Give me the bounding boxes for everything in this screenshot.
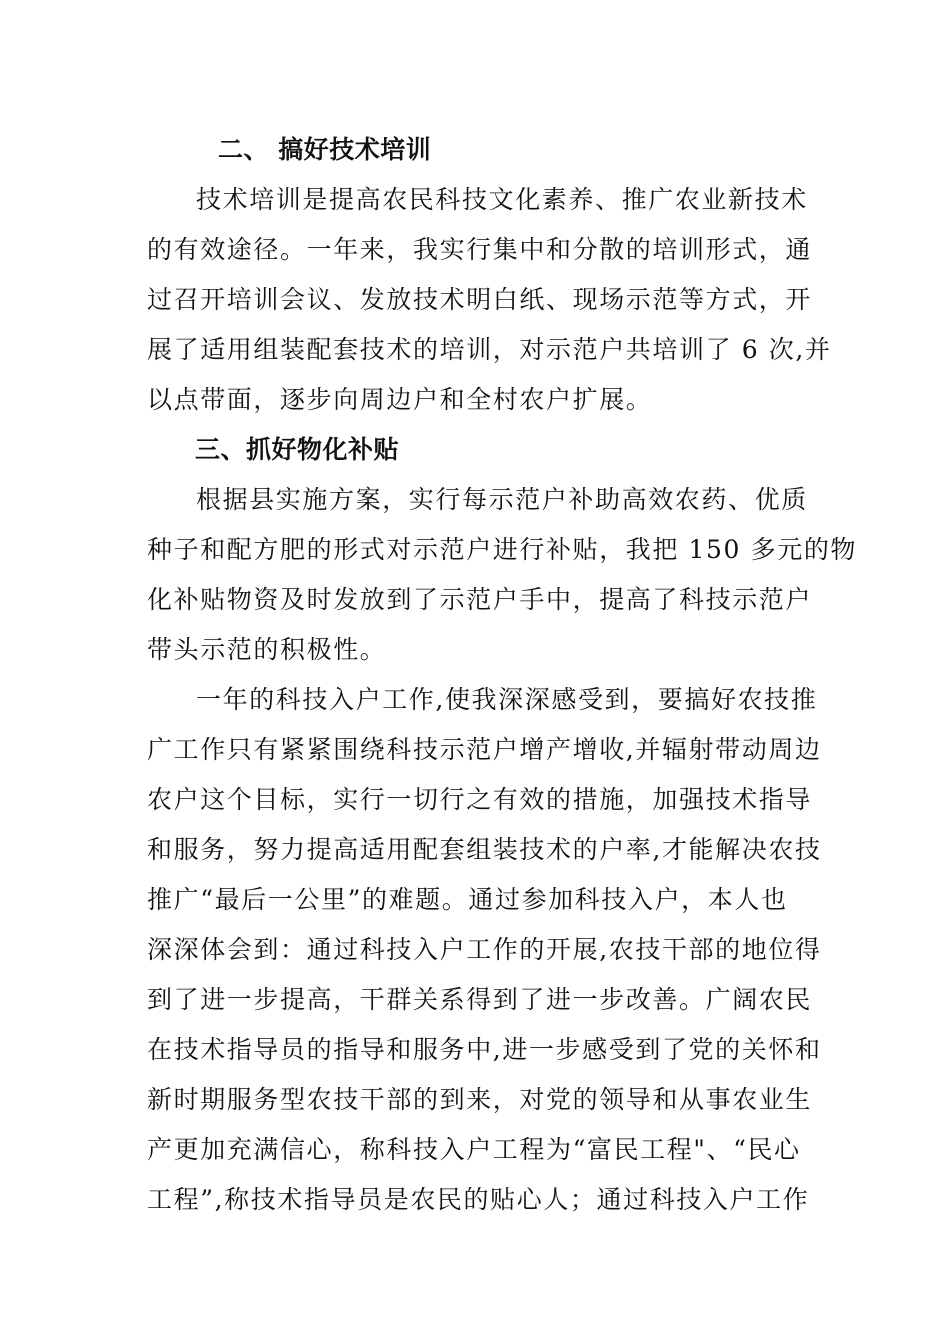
- paragraph-line: 的有效途径。一年来，我实行集中和分散的培训形式，通: [147, 235, 813, 264]
- paragraph-line: 一年的科技入户工作,使我深深感受到，要搞好农技推: [196, 685, 818, 714]
- paragraph-line: 种子和配方肥的形式对示范户进行补贴，我把 150 多元的物: [147, 535, 858, 564]
- paragraph-line: 化补贴物资及时发放到了示范户手中，提高了科技示范户: [147, 585, 813, 614]
- paragraph-line: 深深体会到：通过科技入户工作的开展,农技干部的地位得: [147, 935, 822, 964]
- paragraph-line: 产更加充满信心，称科技入户工程为“富民工程"、“民心: [147, 1135, 801, 1164]
- section-heading-training: 二、 搞好技术培训: [218, 135, 432, 164]
- paragraph-line: 农户这个目标，实行一切行之有效的措施，加强技术指导: [147, 785, 813, 814]
- paragraph-line: 和服务，努力提高适用配套组装技术的户率,才能解决农技: [147, 835, 822, 864]
- paragraph-line: 以点带面，逐步向周边户和全村农户扩展。: [147, 385, 653, 414]
- paragraph-line: 到了进一步提高，干群关系得到了进一步改善。广阔农民: [147, 985, 813, 1014]
- paragraph-line: 推广“最后一公里”的难题。通过参加科技入户，本人也: [147, 885, 788, 914]
- paragraph-line: 广工作只有紧紧围绕科技示范户增产增收,并辐射带动周边: [147, 735, 822, 764]
- paragraph-line: 展了适用组装配套技术的培训，对示范户共培训了 6 次,并: [147, 335, 832, 364]
- paragraph-line: 根据县实施方案，实行每示范户补助高效农药、优质: [196, 485, 808, 514]
- paragraph-line: 在技术指导员的指导和服务中,进一步感受到了党的关怀和: [147, 1035, 822, 1064]
- section-heading-subsidy: 三、抓好物化补贴: [195, 435, 400, 464]
- paragraph-line: 技术培训是提高农民科技文化素养、推广农业新技术: [196, 185, 808, 214]
- paragraph-line: 新时期服务型农技干部的到来，对党的领导和从事农业生: [147, 1085, 813, 1114]
- paragraph-line: 工程”,称技术指导员是农民的贴心人；通过科技入户工作: [147, 1185, 810, 1214]
- paragraph-line: 带头示范的积极性。: [147, 635, 387, 664]
- paragraph-line: 过召开培训会议、发放技术明白纸、现场示范等方式，开: [147, 285, 813, 314]
